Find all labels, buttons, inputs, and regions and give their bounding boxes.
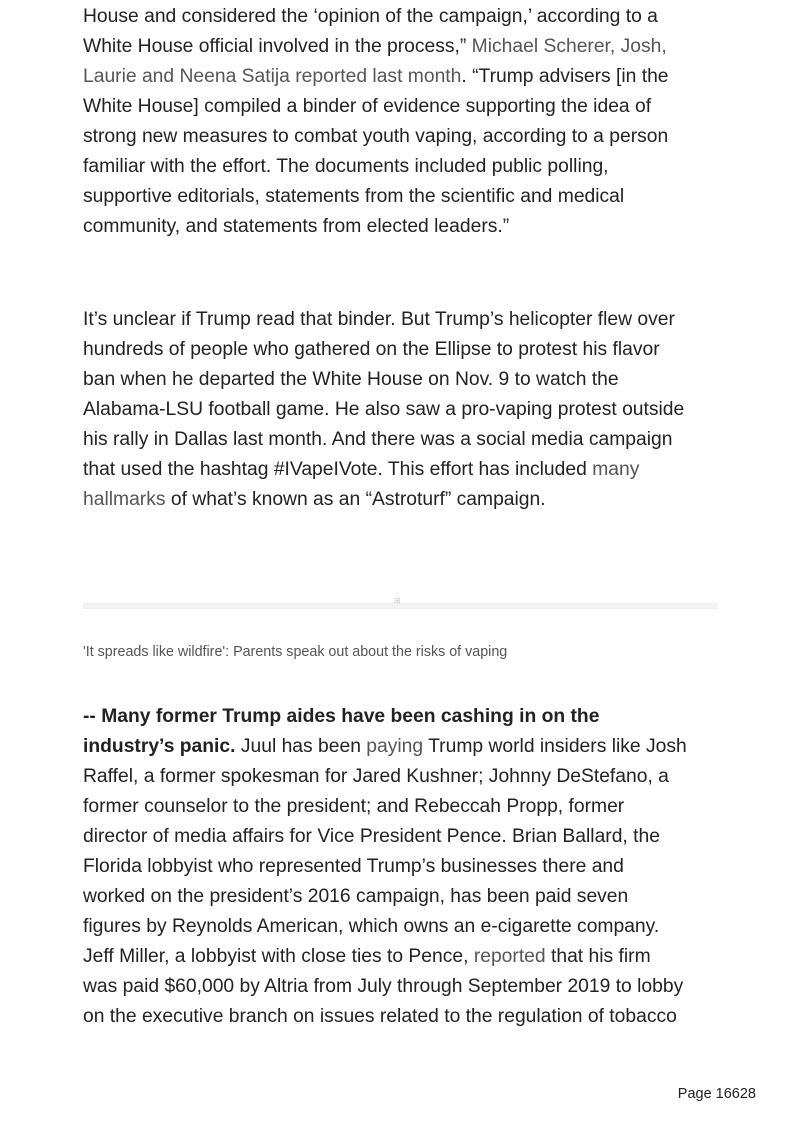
video-placeholder-icon: ⊞ — [394, 596, 401, 605]
text-segment: Florida lobbyist who represented Trump’s businesses there and — [83, 856, 624, 877]
video-caption[interactable]: 'It spreads like wildfire': Parents speak out about the risks of vaping — [83, 644, 508, 660]
inline-link[interactable]: reported — [473, 946, 546, 967]
inline-link[interactable]: paying — [366, 736, 424, 757]
text-line — [83, 32, 743, 62]
text-line — [83, 395, 743, 425]
text-line — [83, 822, 743, 852]
text-segment: supportive editorials, statements from the scientific and medical — [83, 186, 625, 207]
inline-link[interactable]: many — [592, 459, 640, 480]
text-segment: hundreds of people who gathered on the Ellipse to protest his flavor — [83, 339, 660, 360]
text-segment: Jeff Miller, a lobbyist with close ties to Pence, — [83, 946, 474, 967]
text-line — [83, 212, 743, 242]
text-segment: House and considered the ‘opinion of the campaign,’ according to a — [83, 6, 658, 27]
inline-link[interactable]: Laurie and Neena Satija reported last month — [83, 66, 462, 87]
text-line — [83, 485, 743, 515]
text-line — [83, 912, 743, 942]
page-number: Page 16628 — [677, 1086, 756, 1102]
paragraph-former-aides — [83, 702, 743, 1032]
text-line — [83, 455, 743, 485]
text-line — [83, 2, 743, 32]
text-segment: ban when he departed the White House on Nov. 9 to watch the — [83, 369, 619, 390]
text-line — [83, 762, 743, 792]
text-line — [83, 792, 743, 822]
text-segment: that used the hashtag #IVapeIVote. This effort has included — [83, 459, 593, 480]
text-segment: Raffel, a former spokesman for Jared Kushner; Johnny DeStefano, a — [83, 766, 669, 787]
text-segment: familiar with the effort. The documents included public polling, — [83, 156, 609, 177]
bold-lead-text: industry’s panic. — [83, 736, 236, 757]
text-line — [83, 425, 743, 455]
paragraph-astroturf — [83, 305, 743, 515]
text-line — [83, 1002, 743, 1032]
text-segment: director of media affairs for Vice President Pence. Brian Ballard, the — [83, 826, 660, 847]
inline-link[interactable]: Michael Scherer, Josh, — [471, 36, 667, 57]
text-line — [83, 335, 743, 365]
text-segment: Juul has been — [235, 736, 367, 757]
text-segment: of what’s known as an “Astroturf” campaign. — [165, 489, 546, 510]
text-segment: Alabama-LSU football game. He also saw a pro-vaping protest outside — [83, 399, 685, 420]
text-line — [83, 122, 743, 152]
text-line — [83, 182, 743, 212]
text-line — [83, 305, 743, 335]
text-segment: White House] compiled a binder of evidence supporting the idea of — [83, 96, 652, 117]
text-segment: that his firm — [545, 946, 651, 967]
text-line — [83, 882, 743, 912]
text-segment: strong new measures to combat youth vaping, according to a person — [83, 126, 669, 147]
text-segment: . “Trump advisers [in the — [461, 66, 669, 87]
text-segment: It’s unclear if Trump read that binder. But Trump’s helicopter flew over — [83, 309, 675, 330]
text-line — [83, 702, 743, 732]
text-segment: on the executive branch on issues related to the regulation of tobacco — [83, 1006, 677, 1027]
text-segment: figures by Reynolds American, which owns an e-cigarette company. — [83, 916, 660, 937]
text-segment: was paid $60,000 by Altria from July through September 2019 to lobby — [83, 976, 684, 997]
text-line — [83, 365, 743, 395]
text-line — [83, 972, 743, 1002]
inline-link[interactable]: hallmarks — [83, 489, 166, 510]
text-segment: White House official involved in the process,” — [83, 36, 472, 57]
text-line — [83, 152, 743, 182]
paragraph-binder — [83, 2, 743, 242]
text-line — [83, 92, 743, 122]
text-line — [83, 732, 743, 762]
text-segment: former counselor to the president; and Rebeccah Propp, former — [83, 796, 625, 817]
text-segment: community, and statements from elected leaders.” — [83, 216, 510, 237]
text-line — [83, 62, 743, 92]
text-segment: Trump world insiders like Josh — [423, 736, 687, 757]
text-line — [83, 852, 743, 882]
text-segment: his rally in Dallas last month. And there was a social media campaign — [83, 429, 673, 450]
bold-lead-text: -- Many former Trump aides have been cashing in on the — [83, 706, 600, 727]
text-segment: worked on the president’s 2016 campaign, has been paid seven — [83, 886, 629, 907]
text-line — [83, 942, 743, 972]
